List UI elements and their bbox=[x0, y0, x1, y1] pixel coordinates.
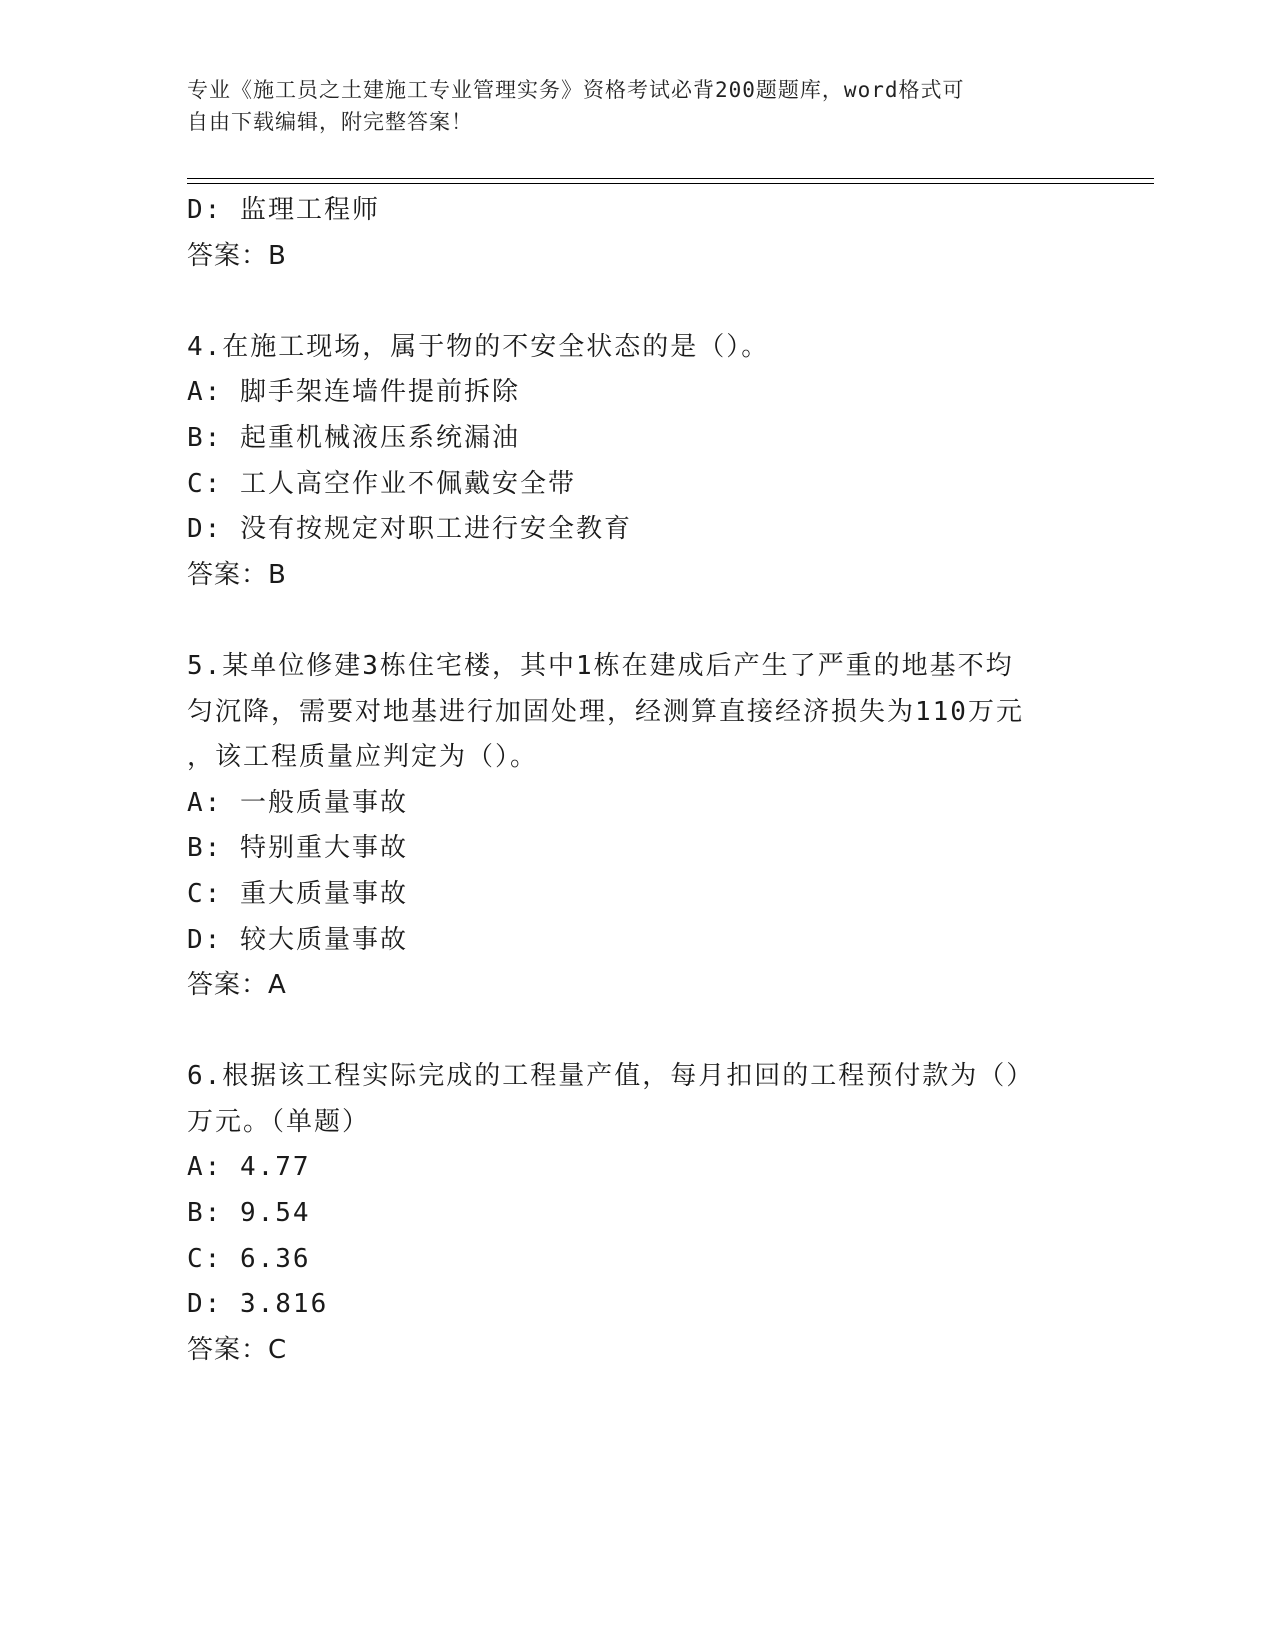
question-text-line-2: 匀沉降，需要对地基进行加固处理，经测算直接经济损失为110万元 bbox=[187, 696, 1024, 727]
question-text: 4.在施工现场，属于物的不安全状态的是（）。 bbox=[187, 331, 770, 362]
answer-label: 答案：B bbox=[187, 559, 287, 590]
spacer bbox=[187, 1009, 1087, 1055]
answer-label: 答案：A bbox=[187, 970, 287, 1001]
question-list bbox=[187, 188, 1087, 1373]
question-6 bbox=[187, 1054, 1087, 1373]
option-b: B: 起重机械液压系统漏油 bbox=[187, 422, 520, 453]
question-text-line-2: 万元。（单题） bbox=[187, 1106, 371, 1137]
spacer bbox=[187, 598, 1087, 644]
option-c: C: 工人高空作业不佩戴安全带 bbox=[187, 468, 576, 499]
option-c: C: 6.36 bbox=[187, 1243, 311, 1274]
header-title-line-1: 专业《施工员之土建施工专业管理实务》资格考试必背200题题库，word格式可 bbox=[187, 78, 965, 102]
option-d: D: 没有按规定对职工进行安全教育 bbox=[187, 514, 632, 545]
question-4 bbox=[187, 325, 1087, 599]
answer-label: 答案：C bbox=[187, 1334, 288, 1365]
option-a: A: 4.77 bbox=[187, 1152, 311, 1183]
option-c: C: 重大质量事故 bbox=[187, 878, 408, 909]
header-divider-top bbox=[187, 178, 1154, 179]
document-header bbox=[187, 74, 1067, 138]
option-d: D: 监理工程师 bbox=[187, 195, 380, 225]
question-text-line-1: 5.某单位修建3栋住宅楼，其中1栋在建成后产生了严重的地基不均 bbox=[187, 650, 1014, 681]
question-text-line-3: ，该工程质量应判定为（）。 bbox=[187, 742, 539, 773]
option-a: A: 一般质量事故 bbox=[187, 787, 408, 818]
option-b: B: 9.54 bbox=[187, 1198, 311, 1229]
question-text-line-1: 6.根据该工程实际完成的工程量产值，每月扣回的工程预付款为（） bbox=[187, 1061, 1035, 1092]
question-5 bbox=[187, 644, 1087, 1009]
option-d: D: 3.816 bbox=[187, 1289, 329, 1320]
header-divider-bottom bbox=[187, 183, 1154, 184]
answer-label: 答案：B bbox=[187, 240, 287, 271]
previous-question-tail bbox=[187, 188, 1087, 279]
option-b: B: 特别重大事故 bbox=[187, 833, 408, 864]
header-title-line-2: 自由下载编辑，附完整答案！ bbox=[187, 110, 473, 134]
option-d: D: 较大质量事故 bbox=[187, 924, 408, 955]
spacer bbox=[187, 279, 1087, 325]
option-a: A: 脚手架连墙件提前拆除 bbox=[187, 377, 520, 408]
